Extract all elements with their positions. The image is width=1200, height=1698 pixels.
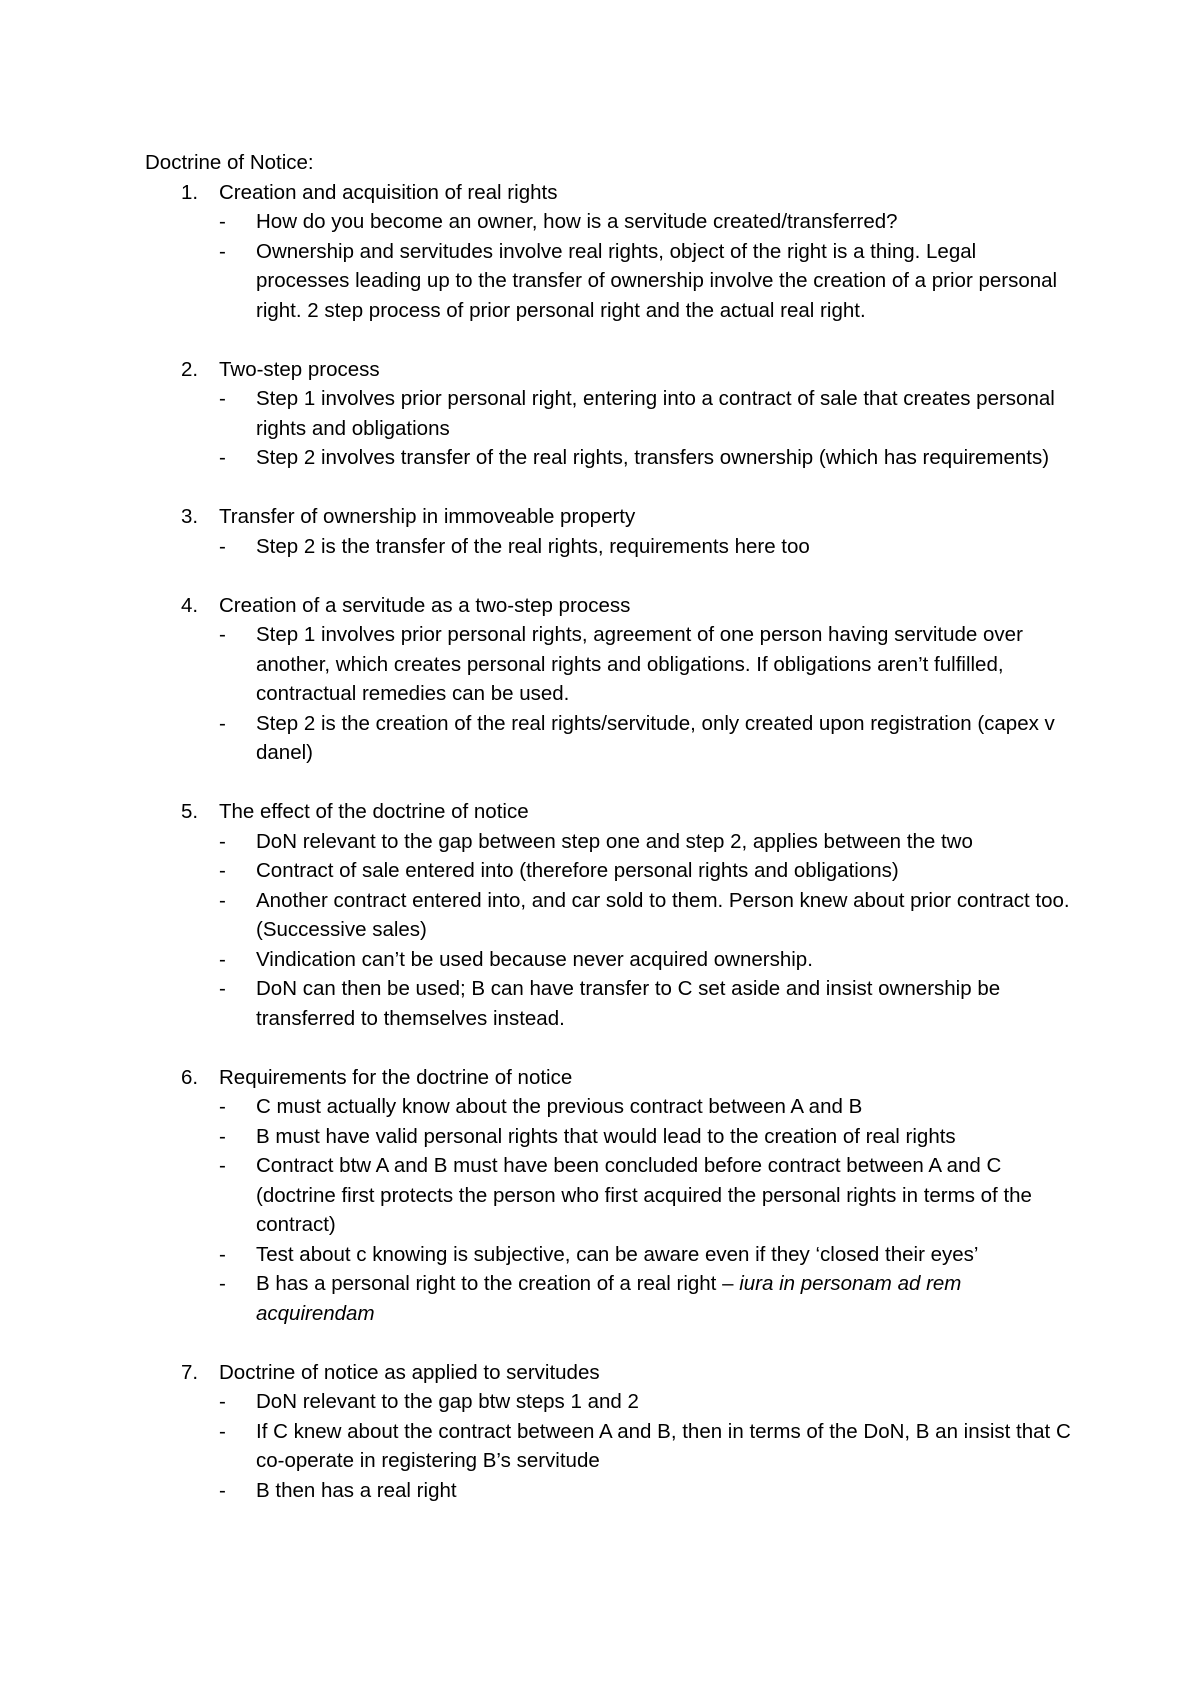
dash-bullet: - bbox=[219, 239, 226, 263]
list-item bbox=[219, 620, 1075, 709]
section-3 bbox=[145, 502, 1075, 561]
dash-bullet: - bbox=[219, 387, 226, 410]
bullet-text: If C knew about the contract between A and B, then in terms of the DoN, B an insist that C co-operate in registering B’s servitude bbox=[256, 1419, 1071, 1472]
bullet-text: Step 1 involves prior personal right, entering into a contract of sale that creates personal rights and obligations bbox=[256, 387, 1055, 440]
section-heading: Doctrine of notice as applied to servitudes bbox=[219, 1360, 600, 1384]
bullet-list bbox=[219, 532, 1075, 562]
bullet-text: Test about c knowing is subjective, can be aware even if they ‘closed their eyes’ bbox=[256, 1242, 979, 1266]
section-4 bbox=[145, 591, 1075, 768]
dash-bullet: - bbox=[219, 859, 226, 882]
bullet-list bbox=[219, 384, 1075, 473]
dash-bullet: - bbox=[219, 1095, 226, 1118]
dash-bullet: - bbox=[219, 977, 226, 1000]
list-item bbox=[219, 709, 1075, 768]
section-number: 7. bbox=[181, 1360, 199, 1384]
bullet-text: Another contract entered into, and car sold to them. Person knew about prior contract too. (Successive sales) bbox=[256, 888, 1070, 941]
bullet-text: Contract of sale entered into (therefore personal rights and obligations) bbox=[256, 859, 899, 882]
dash-bullet: - bbox=[219, 1124, 226, 1148]
bullet-list bbox=[219, 620, 1075, 768]
list-item bbox=[219, 1240, 1075, 1270]
dash-bullet: - bbox=[219, 1390, 226, 1413]
section-heading: Creation of a servitude as a two-step process bbox=[219, 593, 631, 617]
bullet-text: Contract btw A and B must have been concluded before contract between A and C (doctrine first protects the person who first acquired the personal rights in terms of the contract) bbox=[256, 1154, 1032, 1236]
list-item bbox=[219, 1269, 1075, 1328]
list-item bbox=[219, 1417, 1075, 1476]
bullet-text: Vindication can’t be used because never acquired ownership. bbox=[256, 947, 813, 971]
bullet-text: B must have valid personal rights that would lead to the creation of real rights bbox=[256, 1124, 956, 1148]
dash-bullet: - bbox=[219, 1419, 226, 1443]
section-7 bbox=[145, 1358, 1075, 1506]
list-item bbox=[219, 1092, 1075, 1122]
list-item bbox=[219, 384, 1075, 443]
list-item bbox=[219, 974, 1075, 1033]
bullet-text: How do you become an owner, how is a servitude created/transferred? bbox=[256, 210, 898, 233]
dash-bullet: - bbox=[219, 210, 226, 233]
dash-bullet: - bbox=[219, 829, 226, 853]
list-item bbox=[219, 1122, 1075, 1152]
section-number: 2. bbox=[181, 357, 199, 381]
dash-bullet: - bbox=[219, 446, 226, 469]
section-number: 1. bbox=[181, 180, 199, 204]
list-item bbox=[219, 237, 1075, 326]
section-heading: Requirements for the doctrine of notice bbox=[219, 1065, 573, 1089]
bullet-text: Ownership and servitudes involve real rights, object of the right is a thing. Legal processes leading up to the transfer of ownership involve the creation of a prior personal right. 2 step process of prior personal right and the actual real right. bbox=[256, 239, 1058, 322]
list-item bbox=[219, 443, 1075, 473]
list-item bbox=[219, 1151, 1075, 1240]
section-heading: Transfer of ownership in immoveable property bbox=[219, 505, 636, 528]
dash-bullet: - bbox=[219, 1242, 226, 1266]
bullet-text: DoN relevant to the gap between step one and step 2, applies between the two bbox=[256, 829, 973, 853]
bullet-text: Step 1 involves prior personal rights, agreement of one person having servitude over another, which creates personal rights and obligations. If obligations aren’t fulfilled, contractual remedies can be used. bbox=[256, 623, 1023, 705]
list-item bbox=[219, 1387, 1075, 1417]
bullet-text: C must actually know about the previous contract between A and B bbox=[256, 1095, 863, 1118]
bullet-text: Step 2 involves transfer of the real rights, transfers ownership (which has requirements) bbox=[256, 446, 1050, 469]
section-5 bbox=[145, 797, 1075, 1033]
latin-phrase: iura in personam ad rem acquirendam bbox=[256, 1272, 962, 1325]
document-title: Doctrine of Notice: bbox=[145, 151, 314, 174]
dash-bullet: - bbox=[219, 711, 226, 735]
section-2 bbox=[145, 355, 1075, 473]
section-number: 4. bbox=[181, 593, 199, 617]
section-number: 6. bbox=[181, 1065, 199, 1089]
bullet-text: Step 2 is the transfer of the real rights, requirements here too bbox=[256, 534, 810, 558]
dash-bullet: - bbox=[219, 888, 226, 912]
dash-bullet: - bbox=[219, 1272, 226, 1295]
bullet-list bbox=[219, 207, 1075, 325]
section-heading: The effect of the doctrine of notice bbox=[219, 800, 529, 823]
dash-bullet: - bbox=[219, 1478, 226, 1502]
list-item bbox=[219, 945, 1075, 975]
section-number: 5. bbox=[181, 800, 199, 823]
bullet-list bbox=[219, 827, 1075, 1034]
bullet-text: B then has a real right bbox=[256, 1478, 457, 1502]
bullet-text: Step 2 is the creation of the real rights/servitude, only created upon registration (capex v danel) bbox=[256, 711, 1055, 764]
bullet-text: B has a personal right to the creation of a real right – bbox=[256, 1272, 734, 1295]
bullet-list bbox=[219, 1092, 1075, 1328]
section-heading: Two-step process bbox=[219, 357, 380, 381]
section-heading: Creation and acquisition of real rights bbox=[219, 180, 558, 204]
dash-bullet: - bbox=[219, 947, 226, 971]
list-item bbox=[219, 532, 1075, 562]
bullet-text: DoN relevant to the gap btw steps 1 and 2 bbox=[256, 1390, 639, 1413]
dash-bullet: - bbox=[219, 1154, 226, 1177]
bullet-list bbox=[219, 1387, 1075, 1505]
list-item bbox=[219, 1476, 1075, 1506]
section-number: 3. bbox=[181, 505, 199, 528]
list-item bbox=[219, 856, 1075, 886]
list-item bbox=[219, 207, 1075, 237]
list-item bbox=[219, 886, 1075, 945]
section-6 bbox=[145, 1063, 1075, 1329]
list-item bbox=[219, 827, 1075, 857]
section-1 bbox=[145, 178, 1075, 326]
bullet-text: DoN can then be used; B can have transfer to C set aside and insist ownership be transferred to themselves instead. bbox=[256, 977, 1001, 1030]
document-page bbox=[145, 148, 1075, 1535]
dash-bullet: - bbox=[219, 534, 226, 558]
dash-bullet: - bbox=[219, 623, 226, 646]
